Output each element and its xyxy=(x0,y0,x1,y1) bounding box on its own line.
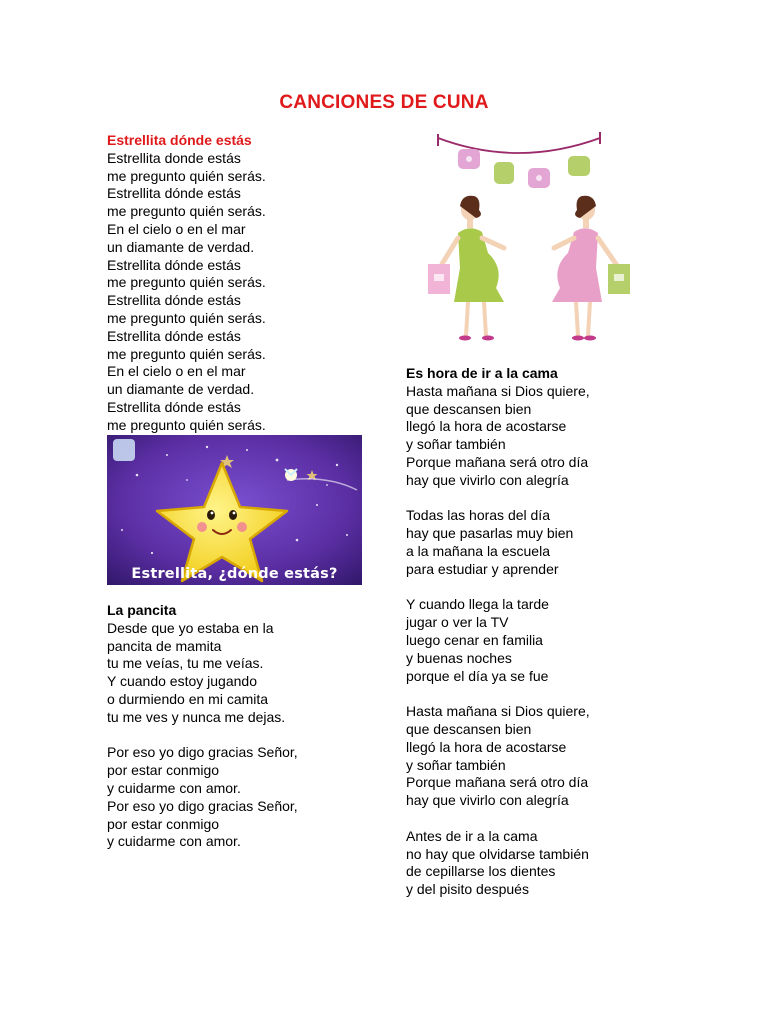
stanza-gap xyxy=(406,810,706,828)
song-line: Hasta mañana si Dios quiere, xyxy=(406,382,590,399)
song-line: Por eso yo digo gracias Señor, xyxy=(107,744,298,761)
song-line: Estrellita dónde estás xyxy=(107,292,241,309)
pregnant-women-clothesline-illustration xyxy=(418,128,668,350)
song-lines-es-hora xyxy=(406,383,706,899)
song-line: de cepillarse los dientes xyxy=(406,863,556,880)
song-line: En el cielo o en el mar xyxy=(107,363,246,380)
song-line: me pregunto quién serás. xyxy=(107,345,266,362)
song-line: Por eso yo digo gracias Señor, xyxy=(107,797,298,814)
song-line: Estrellita dónde estás xyxy=(107,185,241,202)
song-line: Antes de ir a la cama xyxy=(406,827,538,844)
song-line: Y cuando estoy jugando xyxy=(107,673,257,690)
song-title-es-hora: Es hora de ir a la cama xyxy=(406,365,558,381)
song-line: porque el día ya se fue xyxy=(406,667,549,684)
song-line: y soñar también xyxy=(406,756,506,773)
song-line: me pregunto quién serás. xyxy=(107,203,266,220)
star-image-caption: Estrellita, ¿dónde estás? xyxy=(131,566,338,582)
song-line: y buenas noches xyxy=(406,649,512,666)
song-line: tu me ves y nunca me dejas. xyxy=(107,708,286,725)
stanza-gap xyxy=(406,685,706,703)
song-line: llegó la hora de acostarse xyxy=(406,738,567,755)
song-line: o durmiendo en mi camita xyxy=(107,690,269,707)
song-line: Y cuando llega la tarde xyxy=(406,596,549,613)
page-title: CANCIONES DE CUNA xyxy=(279,92,489,113)
song-line: llegó la hora de acostarse xyxy=(406,418,567,435)
song-line: para estudiar y aprender xyxy=(406,560,559,577)
song-title-la-pancita: La pancita xyxy=(107,602,177,618)
song-line: pancita de mamita xyxy=(107,637,222,654)
song-lines-estrellita xyxy=(107,150,377,435)
song-line: Estrellita dónde estás xyxy=(107,398,241,415)
song-line: y soñar también xyxy=(406,436,506,453)
song-line: hay que pasarlas muy bien xyxy=(406,525,574,542)
song-line: que descansen bien xyxy=(406,400,532,417)
song-es-hora-de-ir-a-la-cama xyxy=(406,365,706,899)
song-line: me pregunto quién serás. xyxy=(107,167,266,184)
song-line: y cuidarme con amor. xyxy=(107,833,241,850)
song-line: Desde que yo estaba en la xyxy=(107,619,274,636)
stanza-gap xyxy=(406,579,706,597)
song-line: Estrellita dónde estás xyxy=(107,256,241,273)
song-line: En el cielo o en el mar xyxy=(107,220,246,237)
song-title-estrellita: Estrellita dónde estás xyxy=(107,132,252,148)
song-estrellita xyxy=(107,132,377,435)
song-line: Estrellita dónde estás xyxy=(107,327,241,344)
song-la-pancita xyxy=(107,602,377,851)
estrellita-image xyxy=(107,435,362,585)
song-line: y cuidarme con amor. xyxy=(107,779,241,796)
song-line: no hay que olvidarse también xyxy=(406,845,589,862)
song-lines-la-pancita xyxy=(107,620,377,851)
song-line: luego cenar en familia xyxy=(406,631,543,648)
song-line: un diamante de verdad. xyxy=(107,381,255,398)
song-line: Estrellita donde estás xyxy=(107,149,241,166)
song-line: hay que vivirlo con alegría xyxy=(406,792,569,809)
song-line: por estar conmigo xyxy=(107,815,220,832)
song-line: Todas las horas del día xyxy=(406,507,550,524)
song-line: Porque mañana será otro día xyxy=(406,453,589,470)
stanza-gap xyxy=(406,490,706,508)
song-line: Hasta mañana si Dios quiere, xyxy=(406,703,590,720)
smiling-star-icon xyxy=(107,435,362,585)
song-line: por estar conmigo xyxy=(107,762,220,779)
song-line: y del pisito después xyxy=(406,881,529,898)
song-line: tu me veías, tu me veías. xyxy=(107,655,264,672)
song-line: que descansen bien xyxy=(406,720,532,737)
song-line: Porque mañana será otro día xyxy=(406,774,589,791)
song-line: me pregunto quién serás. xyxy=(107,416,266,433)
song-line: un diamante de verdad. xyxy=(107,238,255,255)
stanza-gap xyxy=(107,727,377,745)
song-line: me pregunto quién serás. xyxy=(107,274,266,291)
song-line: me pregunto quién serás. xyxy=(107,309,266,326)
song-line: jugar o ver la TV xyxy=(406,614,509,631)
song-line: a la mañana la escuela xyxy=(406,542,550,559)
song-line: hay que vivirlo con alegría xyxy=(406,471,569,488)
